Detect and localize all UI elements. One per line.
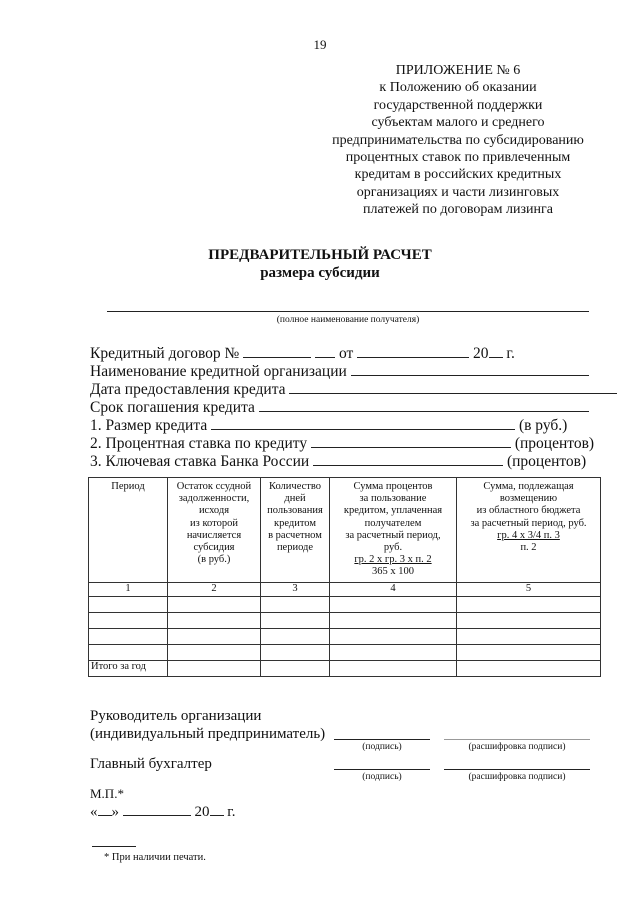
table-cell[interactable]	[168, 644, 261, 660]
org-field[interactable]	[351, 362, 589, 376]
table-header-row	[89, 478, 601, 583]
header-balance: Остаток ссудной задолженности, исходя из которой начисляется субсидия (в руб.)	[168, 478, 261, 583]
key-rate-line	[90, 452, 586, 471]
key-rate-label: 3. Ключевая ставка Банка России	[90, 453, 310, 470]
appendix-line: кредитам в российских кредитных	[354, 167, 562, 183]
table-cell[interactable]	[457, 596, 601, 612]
document-title	[0, 246, 640, 282]
table-cell[interactable]	[457, 612, 601, 628]
table-row[interactable]	[89, 628, 601, 644]
table-cell[interactable]	[261, 644, 330, 660]
table-cell[interactable]	[89, 644, 168, 660]
rate-line	[90, 434, 594, 453]
accountant-sign-caption: (подпись)	[362, 772, 402, 782]
rate-unit: (процентов)	[514, 435, 595, 452]
column-number: 3	[261, 582, 330, 596]
appendix-line: процентных ставок по привлеченным	[345, 150, 571, 166]
reimbursement-formula-denominator: п. 2	[520, 542, 537, 554]
table-cell[interactable]	[330, 660, 457, 676]
table-cell[interactable]	[89, 628, 168, 644]
term-label: Срок погашения кредита	[90, 399, 255, 416]
table-cell[interactable]	[457, 628, 601, 644]
date-day-field[interactable]	[98, 802, 112, 816]
accountant-decode-caption: (расшифровка подписи)	[468, 772, 566, 782]
date-close-quote: »	[111, 804, 119, 820]
org-line	[90, 362, 589, 381]
total-label: Итого за год	[89, 660, 168, 676]
column-number: 4	[330, 582, 457, 596]
appendix-line: платежей по договорам лизинга	[363, 202, 553, 218]
appendix-line: субъектам малого и среднего	[371, 115, 545, 131]
date-open-quote: «	[90, 804, 98, 820]
calculation-table	[88, 477, 601, 677]
table-cell[interactable]	[261, 628, 330, 644]
table-cell[interactable]	[330, 596, 457, 612]
table-cell[interactable]	[261, 596, 330, 612]
table-cell[interactable]	[261, 612, 330, 628]
term-field[interactable]	[259, 398, 589, 412]
footnote-divider	[92, 846, 136, 847]
amount-unit: (в руб.)	[518, 417, 568, 434]
interest-formula-numerator: гр. 2 х гр. 3 х п. 2	[354, 554, 432, 566]
contract-line	[90, 344, 515, 363]
column-number: 2	[168, 582, 261, 596]
appendix-line: государственной поддержки	[373, 97, 543, 113]
table-row[interactable]	[89, 596, 601, 612]
table-cell[interactable]	[168, 596, 261, 612]
table-cell[interactable]	[261, 660, 330, 676]
table-cell[interactable]	[457, 660, 601, 676]
date-year: 20	[194, 804, 210, 820]
contract-year-suffix: г.	[506, 345, 515, 362]
contract-from-label: от	[338, 345, 354, 362]
term-line	[90, 398, 589, 417]
total-row[interactable]	[89, 660, 601, 676]
issue-date-label: Дата предоставления кредита	[90, 381, 286, 398]
footnote: * При наличии печати.	[104, 852, 206, 863]
key-rate-field[interactable]	[313, 452, 503, 466]
column-number-row	[89, 582, 601, 596]
contract-year: 20	[473, 345, 489, 362]
table-cell[interactable]	[457, 644, 601, 660]
appendix-line: ПРИЛОЖЕНИЕ № 6	[395, 63, 521, 78]
rate-label: 2. Процентная ставка по кредиту	[90, 435, 308, 452]
page-number: 19	[313, 37, 327, 52]
header-days: Количество дней пользования кредитом в расчетном периоде	[261, 478, 330, 583]
head-sign-caption: (подпись)	[362, 742, 402, 752]
amount-field[interactable]	[211, 416, 515, 430]
accountant-decode-line[interactable]	[444, 769, 590, 770]
date-month-field[interactable]	[123, 802, 191, 816]
amount-label: 1. Размер кредита	[90, 417, 208, 434]
table-cell[interactable]	[168, 660, 261, 676]
accountant-label: Главный бухгалтер	[90, 756, 212, 772]
contract-number-field-2[interactable]	[315, 344, 335, 358]
column-number: 1	[89, 582, 168, 596]
title-line-1: ПРЕДВАРИТЕЛЬНЫЙ РАСЧЕТ	[208, 247, 432, 263]
interest-formula-denominator: 365 х 100	[372, 566, 414, 578]
appendix-line: к Положению об оказании	[379, 80, 537, 96]
stamp-mark: М.П.*	[90, 786, 124, 801]
rate-field[interactable]	[311, 434, 511, 448]
reimbursement-formula-numerator: гр. 4 х 3/4 п. 3	[497, 529, 560, 541]
header-interest: Сумма процентов за пользование кредитом, уплаченная получателем за расчетный период, руб. гр. 2 х гр. 3 х п. 2 365 х 100	[330, 478, 457, 583]
table-cell[interactable]	[330, 612, 457, 628]
amount-line	[90, 416, 567, 435]
date-year-field[interactable]	[210, 802, 224, 816]
table-cell[interactable]	[168, 628, 261, 644]
header-period: Период	[89, 478, 168, 583]
head-signature-line[interactable]	[334, 739, 430, 740]
date-line	[90, 802, 235, 821]
table-row[interactable]	[89, 612, 601, 628]
column-number: 5	[457, 582, 601, 596]
recipient-caption: (полное наименование получателя)	[276, 315, 420, 325]
appendix-line: организациях и части лизинговых	[356, 184, 560, 200]
appendix-line: предпринимательства по субсидированию	[332, 132, 584, 148]
head-decode-line[interactable]	[444, 739, 590, 740]
title-line-2: размера субсидии	[260, 265, 380, 281]
contract-label: Кредитный договор №	[90, 345, 240, 362]
appendix-heading	[308, 62, 608, 219]
table-cell[interactable]	[168, 612, 261, 628]
contract-date-field[interactable]	[357, 344, 469, 358]
table-row[interactable]	[89, 644, 601, 660]
accountant-signature-line[interactable]	[334, 769, 430, 770]
table-cell[interactable]	[89, 596, 168, 612]
head-label-1: Руководитель организации	[90, 708, 262, 724]
head-label-2: (индивидуальный предприниматель)	[90, 726, 326, 742]
head-decode-caption: (расшифровка подписи)	[468, 742, 566, 752]
recipient-name-line[interactable]	[107, 311, 589, 312]
issue-date-field[interactable]	[289, 380, 617, 394]
issue-date-line	[90, 380, 617, 399]
table-cell[interactable]	[89, 612, 168, 628]
table-cell[interactable]	[330, 628, 457, 644]
date-year-suffix: г.	[227, 804, 236, 820]
header-reimbursement: Сумма, подлежащая возмещению из областного бюджета за расчетный период, руб. гр. 4 х 3/4 п. 3 п. 2	[457, 478, 601, 583]
org-label: Наименование кредитной организации	[90, 363, 347, 380]
contract-year-field[interactable]	[489, 344, 503, 358]
table-cell[interactable]	[330, 644, 457, 660]
key-rate-unit: (процентов)	[506, 453, 587, 470]
contract-number-field[interactable]	[243, 344, 311, 358]
